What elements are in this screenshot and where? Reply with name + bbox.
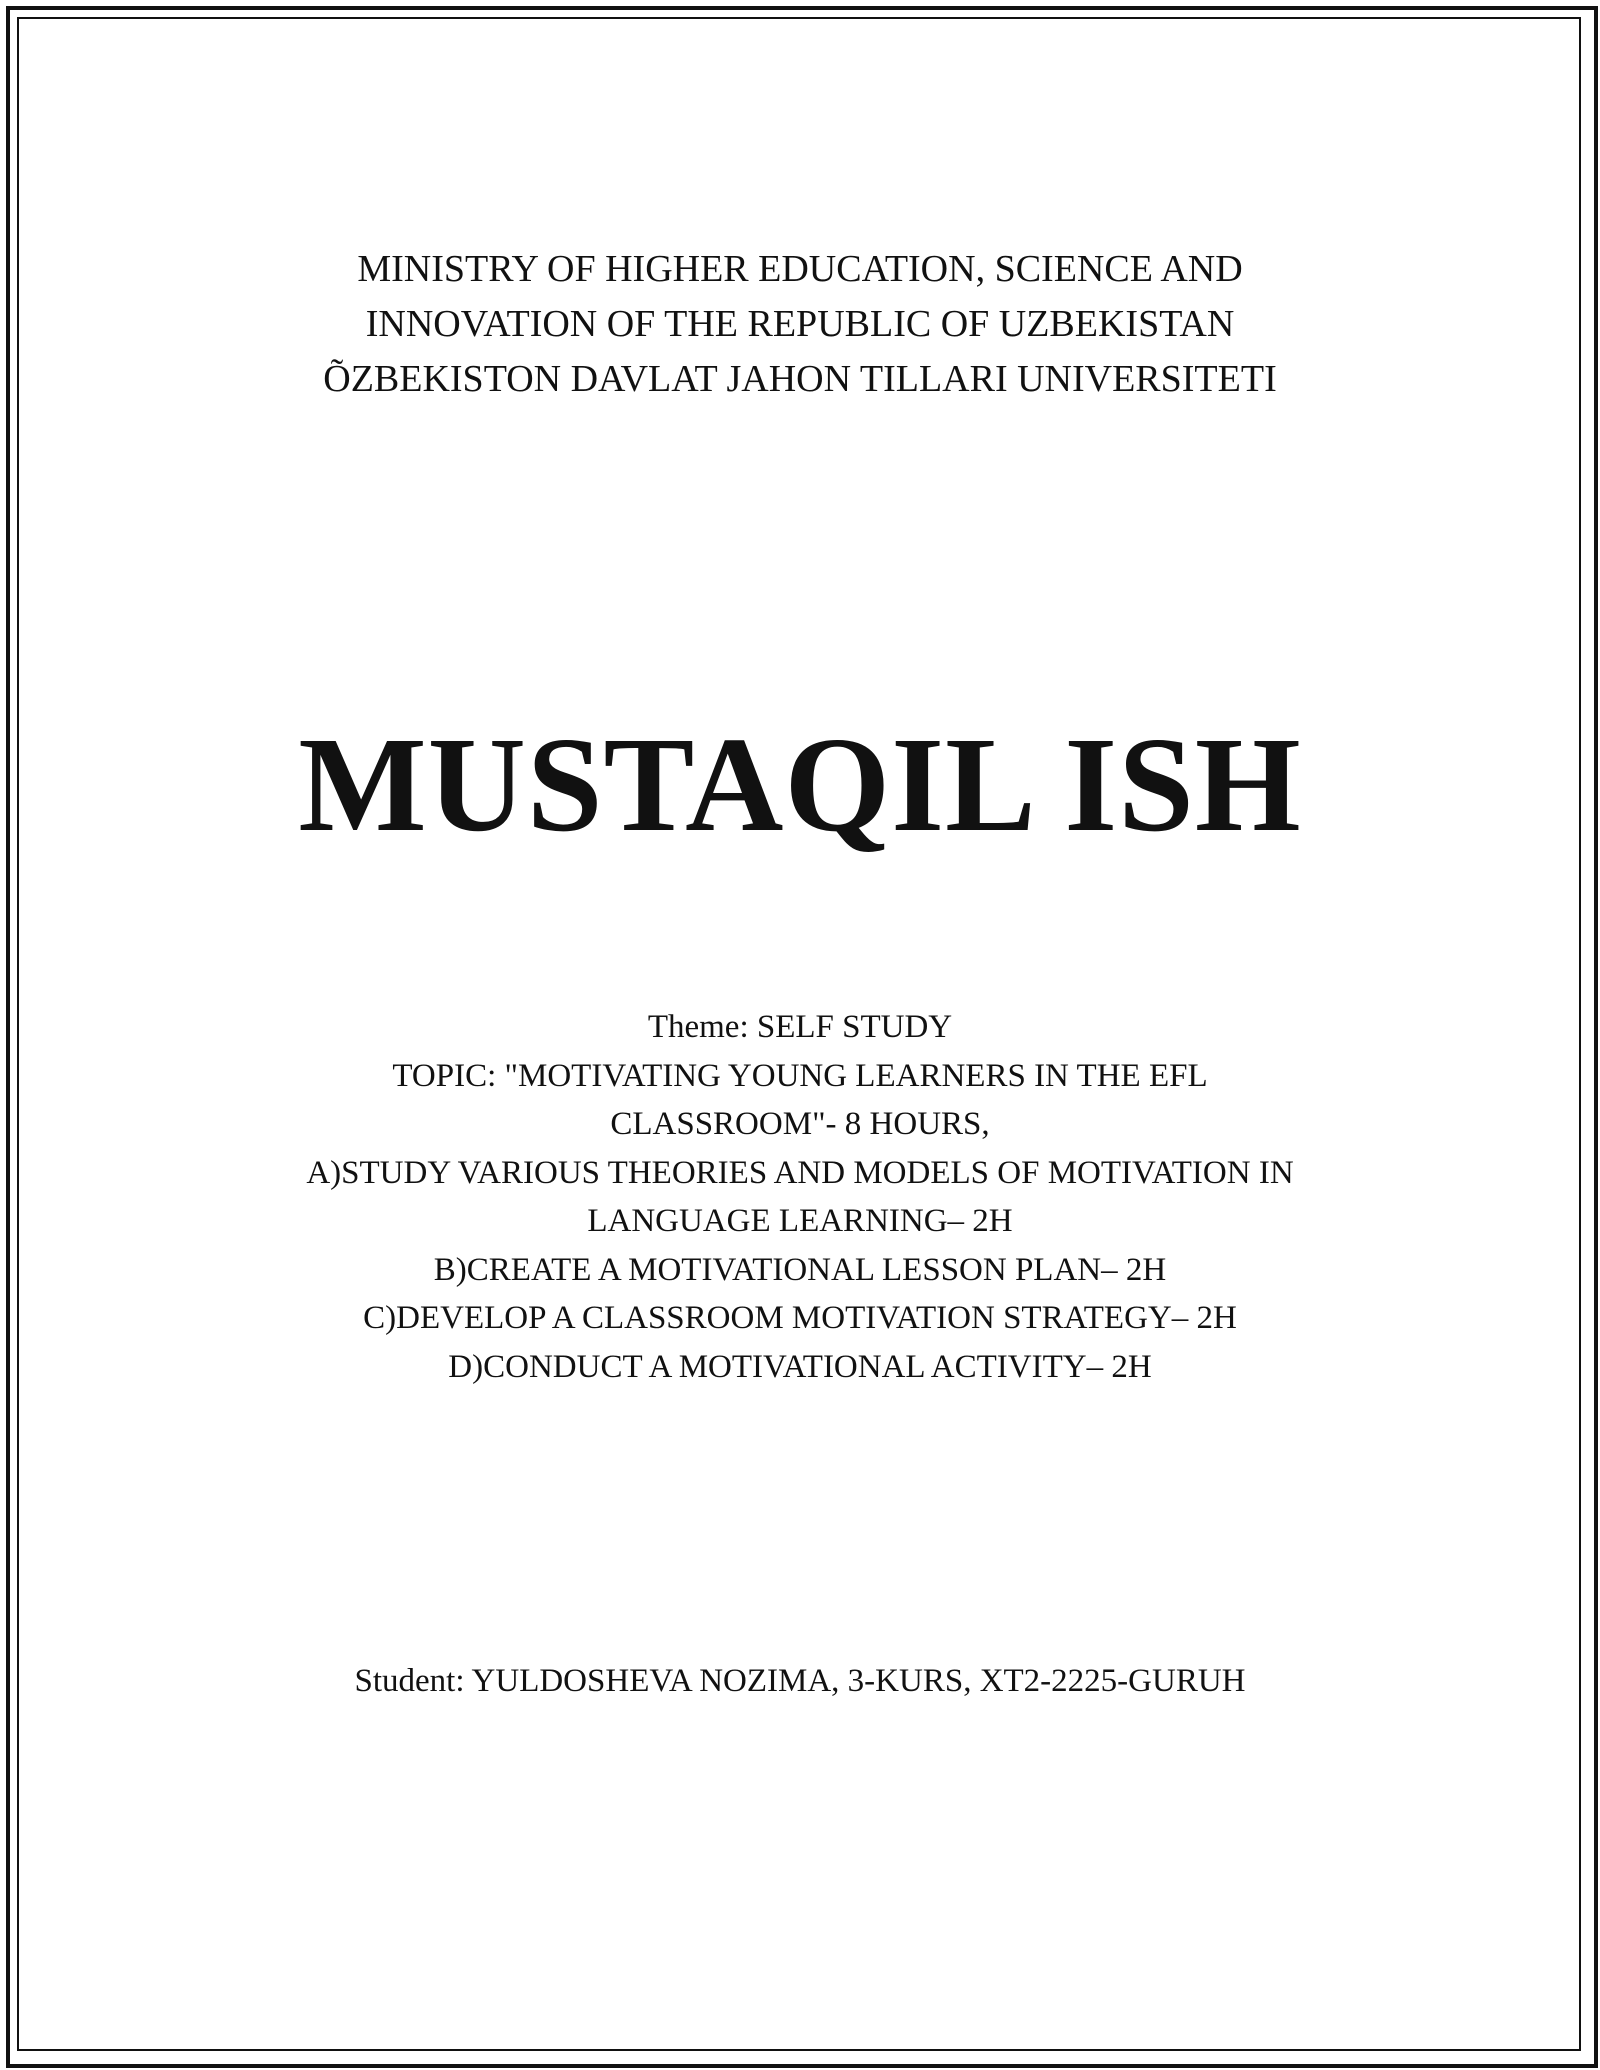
header-line-university: ÕZBEKISTON DAVLAT JAHON TILLARI UNIVERSITETI: [323, 358, 1277, 400]
header-line-ministry: MINISTRY OF HIGHER EDUCATION, SCIENCE AND: [357, 248, 1243, 290]
task-c-line: C)DEVELOP A CLASSROOM MOTIVATION STRATEGY– 2H: [363, 1300, 1237, 1336]
document-title: MUSTAQIL ISH: [298, 710, 1302, 860]
topic-line-1: TOPIC: "MOTIVATING YOUNG LEARNERS IN THE EFL: [392, 1057, 1208, 1094]
task-a-line-2: LANGUAGE LEARNING– 2H: [587, 1203, 1013, 1239]
task-d-line: D)CONDUCT A MOTIVATIONAL ACTIVITY– 2H: [448, 1348, 1152, 1385]
theme-and-topics: [0, 1003, 1600, 1391]
theme-line: Theme: SELF STUDY: [647, 1009, 953, 1045]
student-info: Student: YULDOSHEVA NOZIMA, 3-KURS, XT2-2225-GURUH: [354, 1663, 1246, 1699]
institution-header: [0, 242, 1600, 407]
task-b-line: B)CREATE A MOTIVATIONAL LESSON PLAN– 2H: [433, 1251, 1167, 1288]
topic-line-2: CLASSROOM"- 8 HOURS,: [610, 1106, 990, 1142]
task-a-line-1: A)STUDY VARIOUS THEORIES AND MODELS OF MOTIVATION IN: [306, 1154, 1294, 1191]
header-line-republic: INNOVATION OF THE REPUBLIC OF UZBEKISTAN: [365, 303, 1235, 345]
